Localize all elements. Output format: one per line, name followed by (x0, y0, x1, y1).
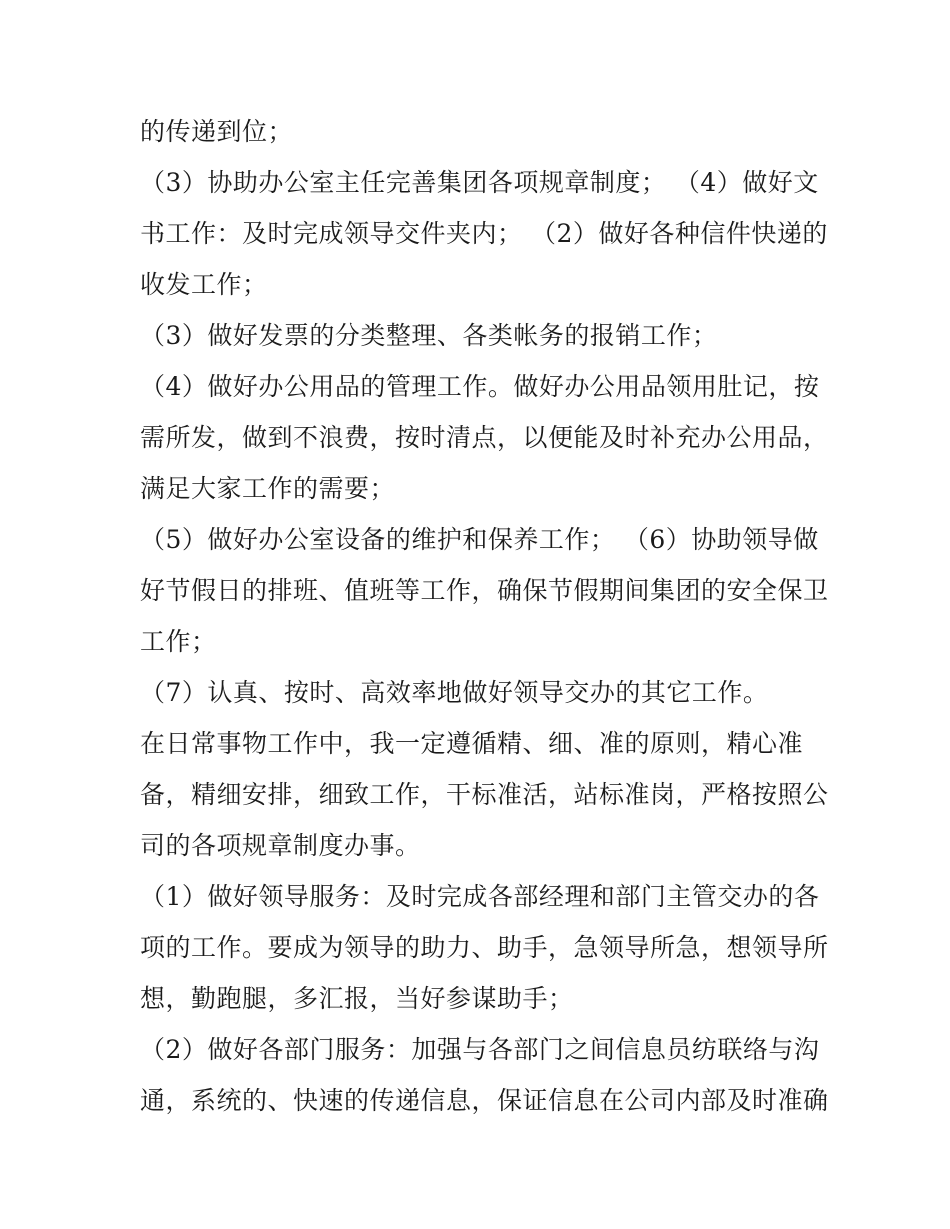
text-line: 书工作：及时完成领导交件夹内； （2）做好各种信件快递的 (140, 219, 828, 248)
text-line: 在日常事物工作中，我一定遵循精、细、准的原则，精心准 (140, 729, 804, 758)
text-line: （1）做好领导服务：及时完成各部经理和部门主管交办的各 (140, 882, 820, 911)
text-line: （7）认真、按时、高效率地做好领导交办的其它工作。 (140, 678, 769, 707)
text-line: （2）做好各部门服务：加强与各部门之间信息员纺联络与沟 (140, 1035, 820, 1064)
text-line: 司的各项规章制度办事。 (140, 831, 421, 860)
text-line: （3）做好发票的分类整理、各类帐务的报销工作； (140, 321, 718, 350)
text-line: 项的工作。要成为领导的助力、助手，急领导所急，想领导所 (140, 933, 829, 962)
text-line: 好节假日的排班、值班等工作，确保节假期间集团的安全保卫 (140, 576, 829, 605)
text-line: 满足大家工作的需要； (140, 474, 396, 503)
text-line: 想，勤跑腿，多汇报，当好参谋助手； (140, 984, 574, 1013)
document-body (140, 106, 829, 1126)
text-line: （5）做好办公室设备的维护和保养工作； （6）协助领导做 (140, 525, 819, 554)
text-line: 的传递到位； (140, 117, 294, 146)
text-line: 收发工作； (140, 270, 268, 299)
text-line: 备，精细安排，细致工作，干标准活，站标准岗，严格按照公 (140, 780, 829, 809)
text-line: （3）协助办公室主任完善集团各项规章制度； （4）做好文 (140, 168, 819, 197)
text-line: 通，系统的、快速的传递信息，保证信息在公司内部及时准确 (140, 1086, 829, 1115)
text-line: 需所发，做到不浪费，按时清点，以便能及时补充办公用品， (140, 423, 829, 452)
text-line: （4）做好办公用品的管理工作。做好办公用品领用肚记，按 (140, 372, 820, 401)
text-line: 工作； (140, 627, 217, 656)
